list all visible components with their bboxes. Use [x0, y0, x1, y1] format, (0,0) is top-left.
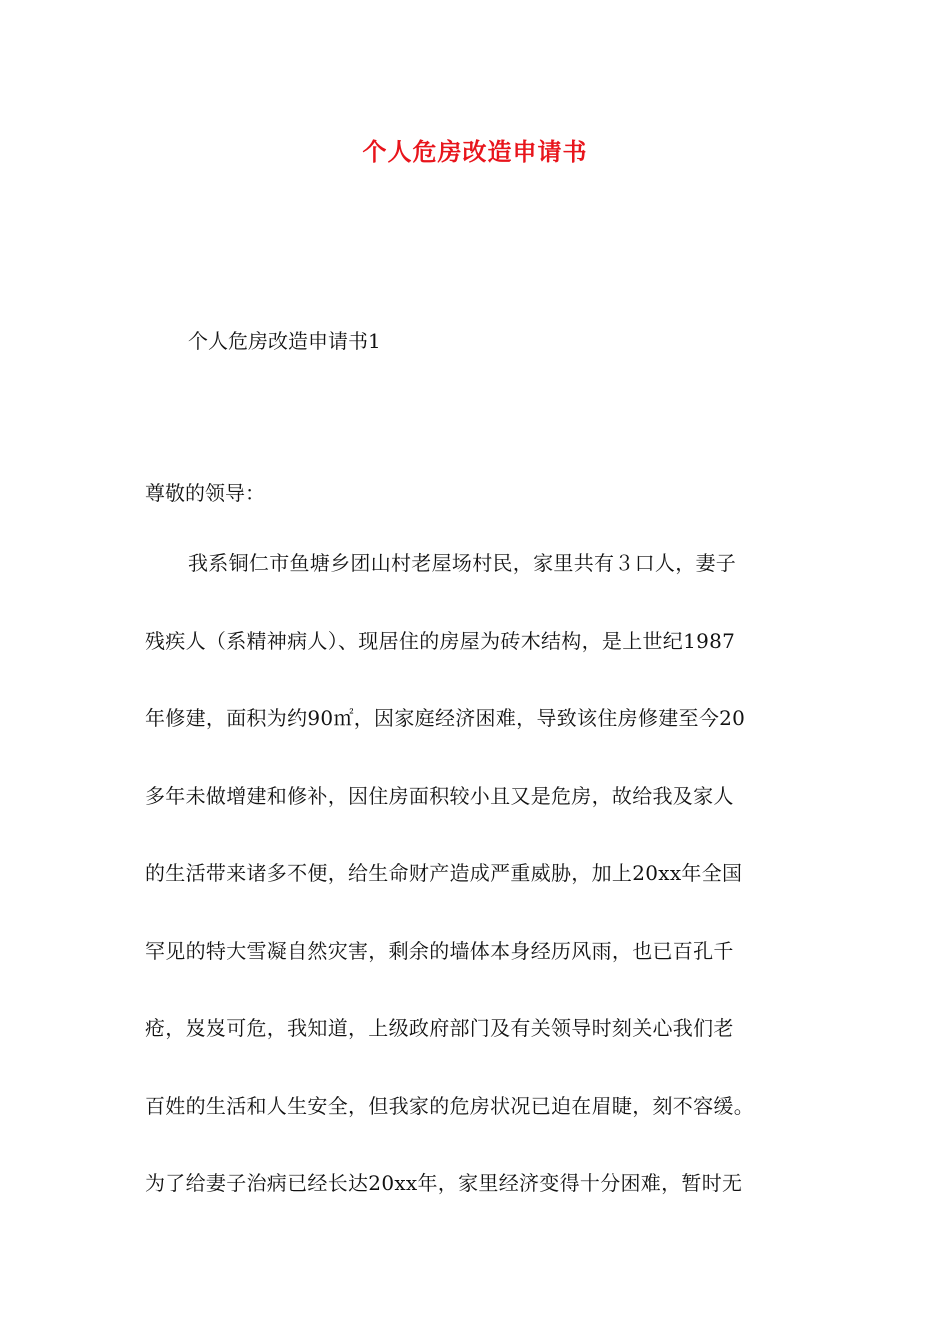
body-line: 的生活带来诸多不便，给生命财产造成严重威胁，加上20xx年全国 [145, 861, 743, 885]
body-line: 疮，岌岌可危，我知道，上级政府部门及有关领导时刻关心我们老 [145, 1016, 734, 1040]
body-line: 罕见的特大雪凝自然灾害，剩余的墙体本身经历风雨，也已百孔千 [145, 938, 734, 963]
document-title: 个人危房改造申请书 [362, 137, 588, 166]
body-line: 我系铜仁市鱼塘乡团山村老屋场村民，家里共有３口人，妻子 [188, 551, 737, 575]
body-line: 为了给妻子治病已经长达20xx年，家里经济变得十分困难，暂时无 [145, 1171, 743, 1195]
body-line: 残疾人（系精神病人）、现居住的房屋为砖木结构，是上世纪1987 [145, 628, 736, 653]
body-paragraph [145, 548, 825, 1246]
section-heading: 个人危房改造申请书1 [188, 329, 381, 353]
body-line: 百姓的生活和人生安全，但我家的危房状况已迫在眉睫，刻不容缓。 [145, 1093, 754, 1118]
body-line: 年修建，面积为约90㎡，因家庭经济困难，导致该住房修建至今20 [145, 706, 746, 730]
salutation: 尊敬的领导： [145, 481, 265, 505]
body-line: 多年未做增建和修补，因住房面积较小且又是危房，故给我及家人 [145, 783, 734, 808]
